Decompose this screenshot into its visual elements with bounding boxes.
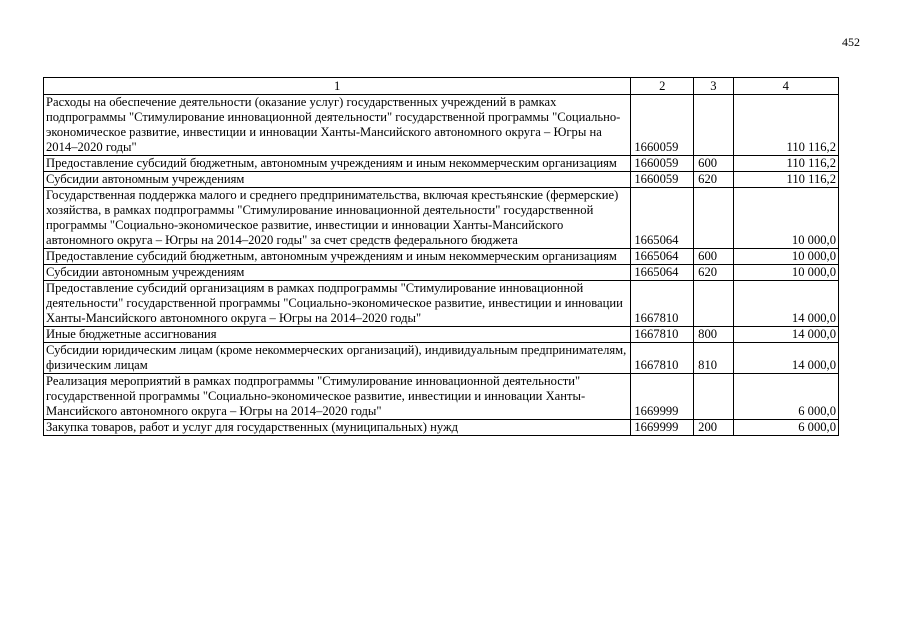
row-name-cell: Субсидии автономным учреждениям (44, 265, 631, 281)
row-code-cell: 1660059 (631, 172, 694, 188)
row-code-cell: 1665064 (631, 188, 694, 249)
row-sum-cell: 10 000,0 (733, 265, 838, 281)
row-code-cell: 1669999 (631, 374, 694, 420)
row-name-cell: Субсидии юридическим лицам (кроме некоммерческих организаций), индивидуальным предпринимателям, физическим лицам (44, 343, 631, 374)
row-type-cell: 620 (694, 172, 733, 188)
row-sum-cell: 10 000,0 (733, 249, 838, 265)
row-type-cell (694, 95, 733, 156)
row-sum-cell: 14 000,0 (733, 343, 838, 374)
row-name-cell: Государственная поддержка малого и среднего предпринимательства, включая крестьянские (фермерские) хозяйства, в рамках подпрограммы "Стимулирование инновационной деятельности" государственной программы "Социально-экономическое развитие, инвестиции и инновации Ханты-Мансийского автономного округа – Югры на 2014–2020 годы" за счет средств федерального бюджета (44, 188, 631, 249)
row-sum-cell: 14 000,0 (733, 281, 838, 327)
column-header-3: 3 (694, 78, 733, 95)
row-name-cell: Расходы на обеспечение деятельности (оказание услуг) государственных учреждений в рамках подпрограммы "Стимулирование инновационной деятельности" государственной программы "Социально-экономическое развитие, инвестиции и инновации Ханты-Мансийского автономного округа – Югры на 2014–2020 годы" (44, 95, 631, 156)
row-name-cell: Реализация мероприятий в рамках подпрограммы "Стимулирование инновационной деятельности" государственной программы "Социально-экономическое развитие, инвестиции и инновации Ханты-Мансийского автономного округа – Югры на 2014–2020 годы" (44, 374, 631, 420)
row-code-cell: 1665064 (631, 265, 694, 281)
column-header-4: 4 (733, 78, 838, 95)
row-name-cell: Субсидии автономным учреждениям (44, 172, 631, 188)
row-code-cell: 1669999 (631, 420, 694, 436)
table-row (44, 265, 839, 281)
row-code-cell: 1660059 (631, 156, 694, 172)
table-row (44, 327, 839, 343)
row-sum-cell: 110 116,2 (733, 95, 838, 156)
row-type-cell: 600 (694, 249, 733, 265)
row-type-cell (694, 374, 733, 420)
column-header-1: 1 (44, 78, 631, 95)
row-type-cell (694, 281, 733, 327)
table-row (44, 249, 839, 265)
row-name-cell: Иные бюджетные ассигнования (44, 327, 631, 343)
row-code-cell: 1660059 (631, 95, 694, 156)
page-number: 452 (842, 35, 860, 49)
row-sum-cell: 110 116,2 (733, 172, 838, 188)
row-name-cell: Предоставление субсидий бюджетным, автономным учреждениям и иным некоммерческим организациям (44, 249, 631, 265)
row-sum-cell: 6 000,0 (733, 374, 838, 420)
row-type-cell (694, 188, 733, 249)
column-header-2: 2 (631, 78, 694, 95)
row-code-cell: 1667810 (631, 327, 694, 343)
row-code-cell: 1667810 (631, 281, 694, 327)
row-sum-cell: 6 000,0 (733, 420, 838, 436)
row-code-cell: 1665064 (631, 249, 694, 265)
row-sum-cell: 110 116,2 (733, 156, 838, 172)
table-row (44, 188, 839, 249)
table-row (44, 156, 839, 172)
row-type-cell: 800 (694, 327, 733, 343)
row-type-cell: 200 (694, 420, 733, 436)
table-header-row (44, 78, 839, 95)
table-row (44, 281, 839, 327)
row-code-cell: 1667810 (631, 343, 694, 374)
table-row (44, 172, 839, 188)
row-type-cell: 600 (694, 156, 733, 172)
row-type-cell: 620 (694, 265, 733, 281)
table-row (44, 343, 839, 374)
table-row (44, 95, 839, 156)
row-type-cell: 810 (694, 343, 733, 374)
table-row (44, 420, 839, 436)
budget-table (43, 77, 839, 436)
row-name-cell: Предоставление субсидий бюджетным, автономным учреждениям и иным некоммерческим организациям (44, 156, 631, 172)
row-name-cell: Предоставление субсидий организациям в рамках подпрограммы "Стимулирование инновационной деятельности" государственной программы "Социально-экономическое развитие, инвестиции и инновации Ханты-Мансийского автономного округа – Югры на 2014–2020 годы" (44, 281, 631, 327)
table-row (44, 374, 839, 420)
row-name-cell: Закупка товаров, работ и услуг для государственных (муниципальных) нужд (44, 420, 631, 436)
row-sum-cell: 14 000,0 (733, 327, 838, 343)
row-sum-cell: 10 000,0 (733, 188, 838, 249)
